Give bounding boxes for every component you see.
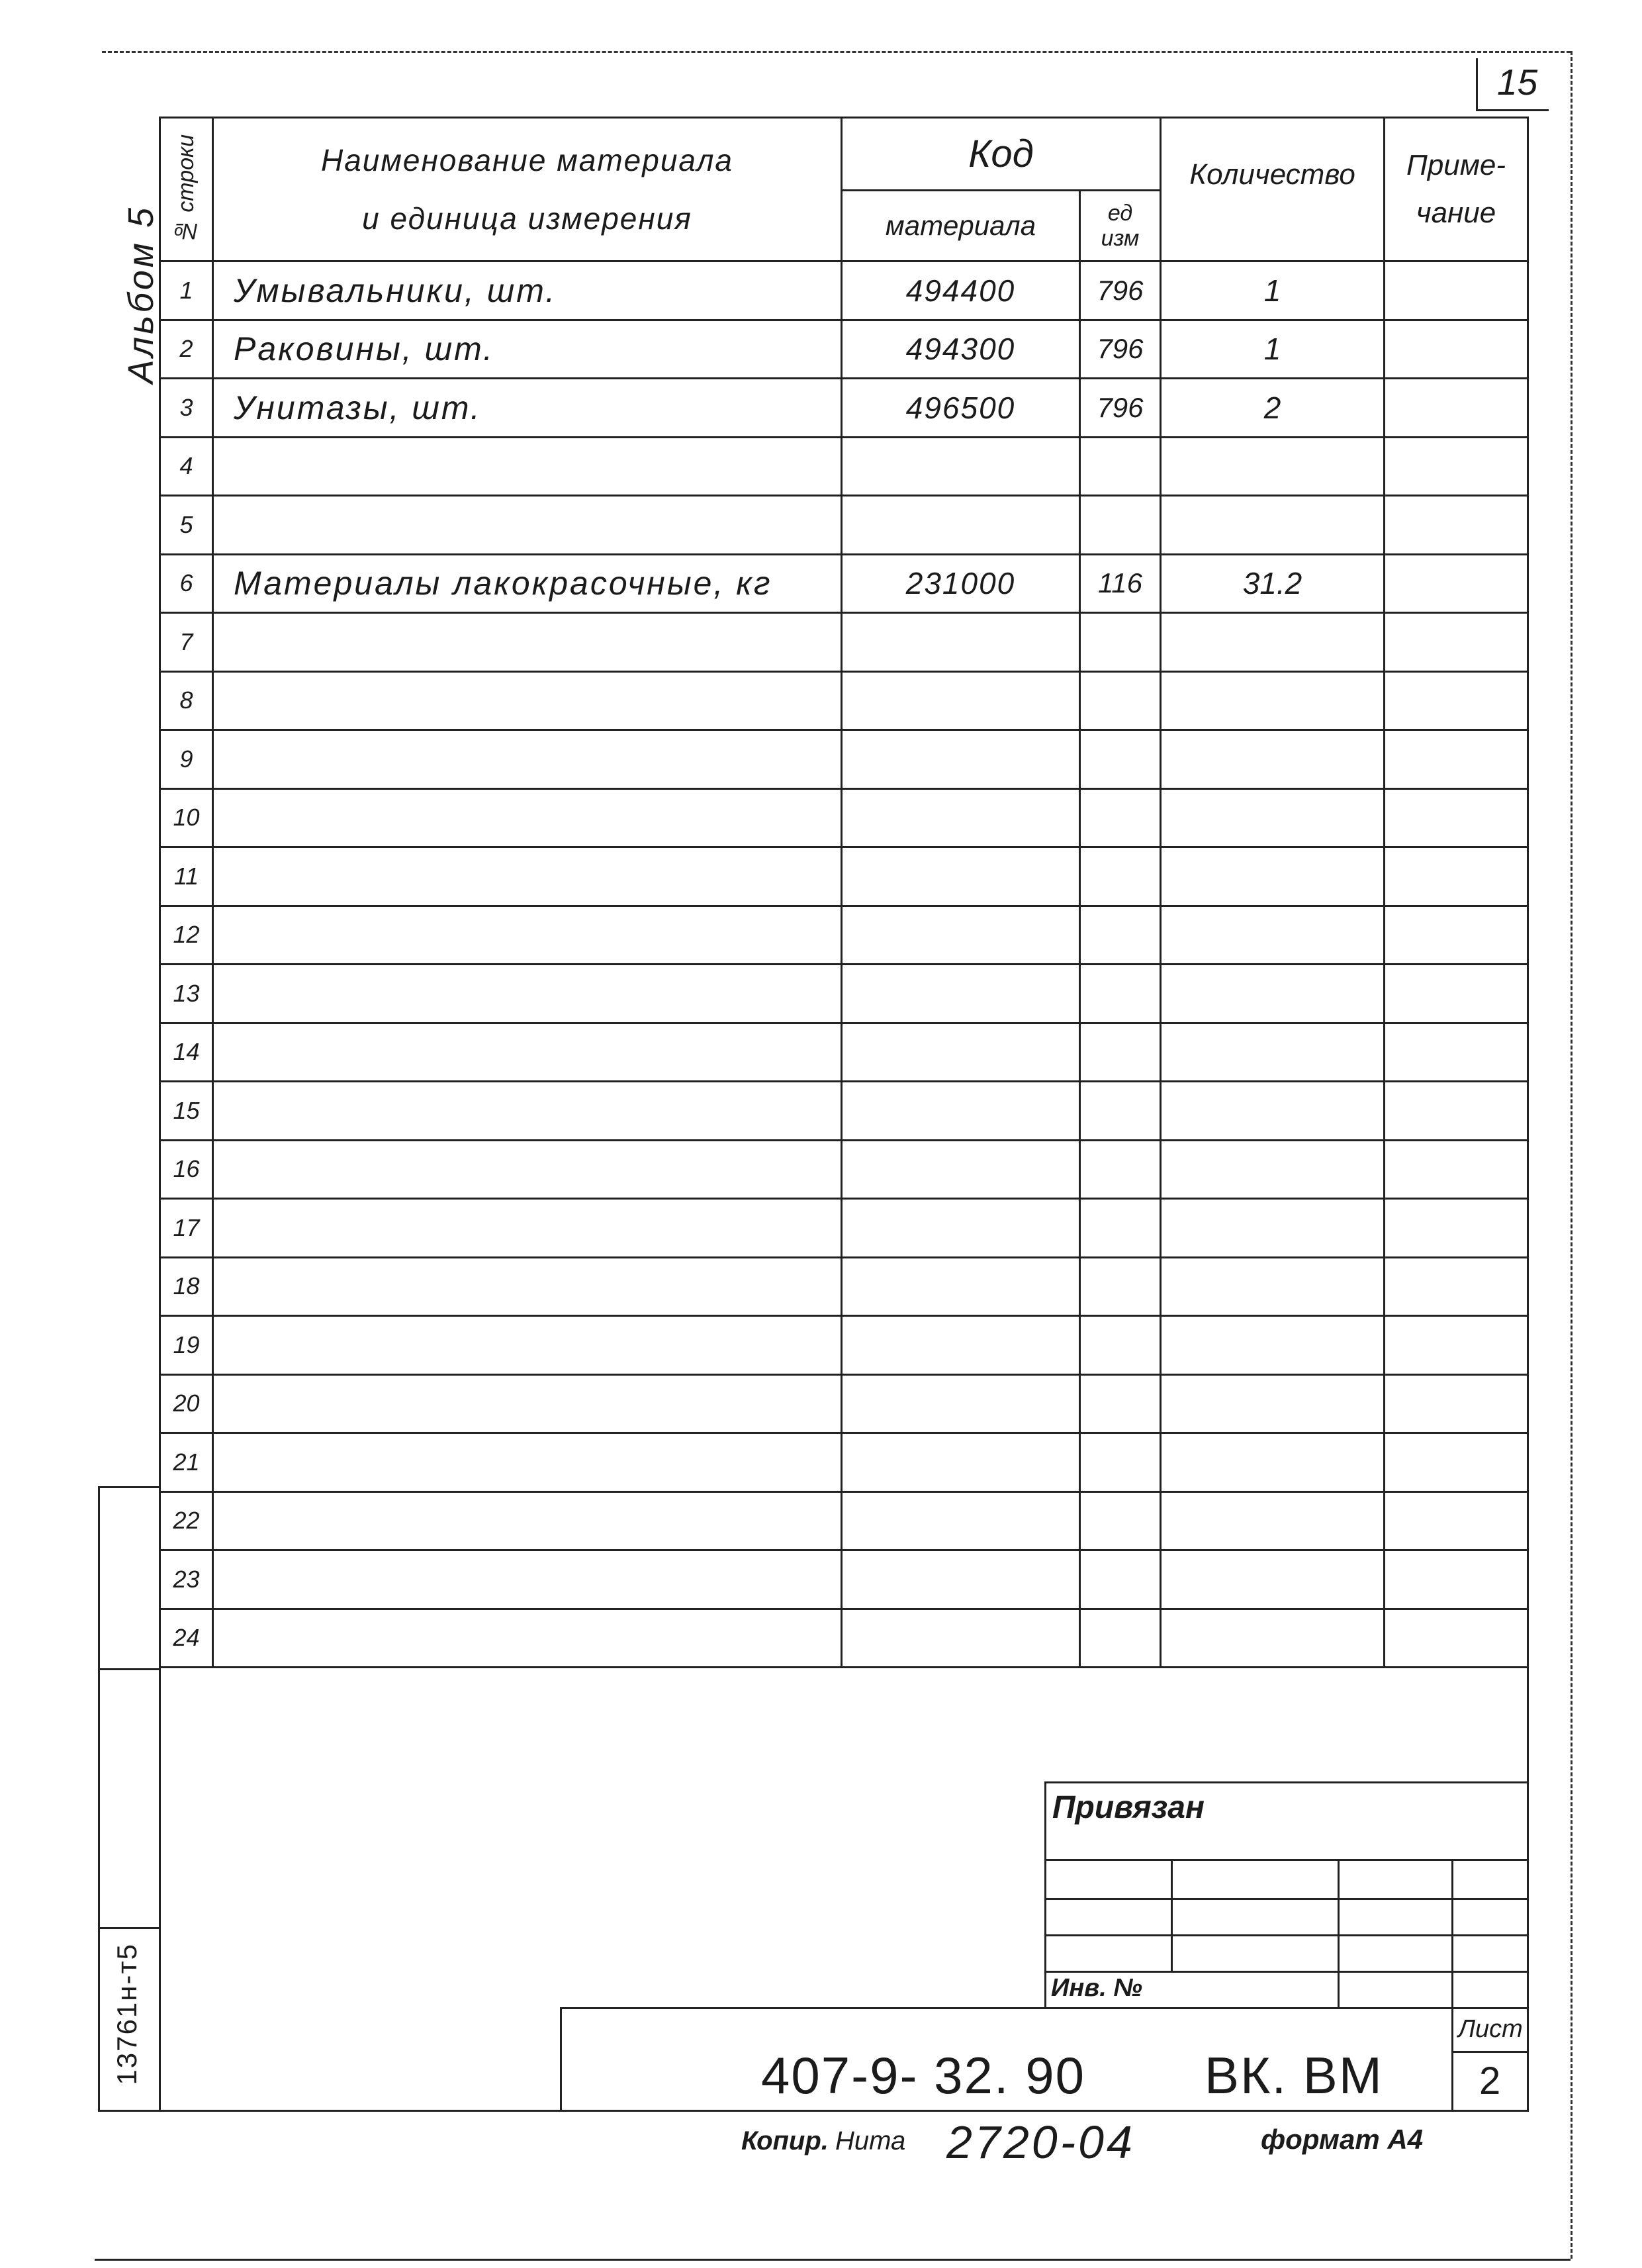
note — [1385, 1258, 1527, 1315]
row-number: 9 — [161, 731, 214, 788]
material-name — [214, 731, 843, 788]
unit-code — [1081, 1551, 1162, 1608]
header-unit-line1: ед — [1107, 201, 1133, 226]
unit-code: 796 — [1081, 379, 1162, 436]
attached-col-2 — [1338, 1859, 1340, 2007]
note — [1385, 614, 1527, 671]
row-number: 17 — [161, 1200, 214, 1256]
table-row — [159, 555, 1529, 614]
sheet-box-divider — [1451, 2051, 1529, 2053]
material-name — [214, 1258, 843, 1315]
row-number: 15 — [161, 1082, 214, 1139]
unit-code — [1081, 1082, 1162, 1139]
quantity — [1162, 848, 1385, 905]
note — [1385, 1376, 1527, 1433]
material-code — [843, 848, 1081, 905]
table-row — [159, 496, 1529, 555]
header-quantity — [1162, 118, 1385, 260]
header-code — [843, 118, 1162, 191]
quantity — [1162, 1024, 1385, 1081]
quantity: 1 — [1162, 321, 1385, 378]
material-name — [214, 1024, 843, 1081]
material-code — [843, 731, 1081, 788]
material-code — [843, 1258, 1081, 1315]
table-row — [159, 790, 1529, 849]
row-number: 11 — [161, 848, 214, 905]
table-header — [159, 117, 1529, 262]
document-section: ВК. ВМ — [1205, 2046, 1383, 2104]
material-name — [214, 1434, 843, 1491]
unit-code — [1081, 1434, 1162, 1491]
row-number: 2 — [161, 321, 214, 378]
table-row — [159, 1551, 1529, 1610]
sheet-top-border — [102, 51, 1571, 53]
table-row — [159, 262, 1529, 321]
material-name — [214, 907, 843, 964]
note — [1385, 555, 1527, 612]
note — [1385, 1317, 1527, 1374]
material-code — [843, 1376, 1081, 1433]
note — [1385, 790, 1527, 847]
note — [1385, 1082, 1527, 1139]
note — [1385, 907, 1527, 964]
table-body — [159, 262, 1529, 1668]
row-number: 1 — [161, 262, 214, 319]
quantity — [1162, 731, 1385, 788]
quantity: 2 — [1162, 379, 1385, 436]
format-label: формат А4 — [1261, 2124, 1424, 2155]
table-row — [159, 321, 1529, 380]
material-code — [843, 438, 1081, 495]
quantity — [1162, 1376, 1385, 1433]
row-number: 18 — [161, 1258, 214, 1315]
material-name — [214, 1317, 843, 1374]
material-name — [214, 790, 843, 847]
attached-col-1 — [1171, 1859, 1173, 1971]
table-row — [159, 1434, 1529, 1493]
table-row — [159, 1317, 1529, 1376]
material-name — [214, 1551, 843, 1608]
material-code: 494400 — [843, 262, 1081, 319]
note — [1385, 262, 1527, 319]
row-number: 4 — [161, 438, 214, 495]
table-row — [159, 1082, 1529, 1141]
note — [1385, 1610, 1527, 1667]
material-code — [843, 614, 1081, 671]
quantity — [1162, 1317, 1385, 1374]
material-code — [843, 1434, 1081, 1491]
unit-code — [1081, 1258, 1162, 1315]
quantity — [1162, 496, 1385, 553]
unit-code: 796 — [1081, 321, 1162, 378]
unit-code — [1081, 1200, 1162, 1256]
material-name: Умывальники, шт. — [214, 262, 843, 319]
material-code — [843, 1141, 1081, 1198]
material-code — [843, 907, 1081, 964]
copied-signature: Нита — [835, 2126, 906, 2155]
attached-line-3 — [1044, 1934, 1529, 1936]
material-name — [214, 1200, 843, 1256]
header-note-line1: Приме- — [1406, 149, 1506, 181]
attached-line-2 — [1044, 1898, 1529, 1900]
material-name — [214, 1493, 843, 1550]
quantity — [1162, 438, 1385, 495]
unit-code — [1081, 673, 1162, 730]
table-row — [159, 731, 1529, 790]
unit-code — [1081, 1610, 1162, 1667]
row-number: 23 — [161, 1551, 214, 1608]
document-code: 407-9- 32. 90 — [761, 2046, 1086, 2104]
material-code — [843, 496, 1081, 553]
row-number: 19 — [161, 1317, 214, 1374]
material-name: Раковины, шт. — [214, 321, 843, 378]
attached-line-4 — [1044, 1971, 1529, 1973]
material-code — [843, 1610, 1081, 1667]
table-row — [159, 907, 1529, 966]
copied-label: Копир. — [741, 2126, 829, 2155]
header-code-material — [843, 191, 1081, 260]
note — [1385, 1141, 1527, 1198]
row-number: 14 — [161, 1024, 214, 1081]
quantity — [1162, 614, 1385, 671]
note — [1385, 1200, 1527, 1256]
material-name — [214, 965, 843, 1022]
quantity: 31.2 — [1162, 555, 1385, 612]
unit-code — [1081, 1024, 1162, 1081]
material-name — [214, 848, 843, 905]
inventory-number: 13761н-т5 — [111, 1943, 142, 2085]
header-unit — [1081, 191, 1162, 260]
header-code-label: Код — [968, 132, 1034, 175]
row-number: 22 — [161, 1493, 214, 1550]
material-name — [214, 673, 843, 730]
unit-code — [1081, 1376, 1162, 1433]
attached-label: Привязан — [1052, 1790, 1205, 1825]
sheet-bottom-border — [95, 2259, 1571, 2261]
quantity — [1162, 1551, 1385, 1608]
note — [1385, 1434, 1527, 1491]
header-row-number-label: № строки — [173, 134, 199, 244]
quantity: 1 — [1162, 262, 1385, 319]
row-number: 7 — [161, 614, 214, 671]
header-note-line2: чание — [1416, 197, 1496, 229]
unit-code — [1081, 1493, 1162, 1550]
material-code: 231000 — [843, 555, 1081, 612]
header-unit-line2: изм — [1101, 226, 1140, 251]
note — [1385, 1024, 1527, 1081]
row-number: 24 — [161, 1610, 214, 1667]
sheet-right-border — [1571, 51, 1573, 2259]
material-code — [843, 1082, 1081, 1139]
header-material-name-line2: и единица измерения — [362, 201, 692, 236]
row-number: 10 — [161, 790, 214, 847]
material-name — [214, 496, 843, 553]
table-row — [159, 1610, 1529, 1669]
table-row — [159, 1493, 1529, 1552]
table-row — [159, 1141, 1529, 1200]
quantity — [1162, 790, 1385, 847]
material-name — [214, 438, 843, 495]
unit-code — [1081, 1317, 1162, 1374]
header-material-name-line1: Наименование материала — [320, 143, 734, 177]
unit-code — [1081, 496, 1162, 553]
unit-code — [1081, 907, 1162, 964]
material-code — [843, 1551, 1081, 1608]
note — [1385, 1551, 1527, 1608]
sheet-label: Лист — [1458, 2015, 1523, 2043]
side-stamp-divider-2 — [98, 1927, 159, 1929]
unit-code: 116 — [1081, 555, 1162, 612]
quantity — [1162, 1141, 1385, 1198]
material-code — [843, 1493, 1081, 1550]
note — [1385, 1493, 1527, 1550]
note — [1385, 848, 1527, 905]
table-row — [159, 438, 1529, 497]
quantity — [1162, 907, 1385, 964]
table-row — [159, 673, 1529, 732]
note — [1385, 438, 1527, 495]
material-code — [843, 965, 1081, 1022]
quantity — [1162, 673, 1385, 730]
row-number: 20 — [161, 1376, 214, 1433]
quantity — [1162, 1434, 1385, 1491]
note — [1385, 673, 1527, 730]
unit-code — [1081, 848, 1162, 905]
row-number: 21 — [161, 1434, 214, 1491]
note — [1385, 321, 1527, 378]
row-number: 13 — [161, 965, 214, 1022]
table-row — [159, 965, 1529, 1024]
unit-code — [1081, 1141, 1162, 1198]
material-name — [214, 1141, 843, 1198]
page-number: 15 — [1497, 62, 1538, 103]
material-name — [214, 1376, 843, 1433]
header-material-name — [214, 118, 843, 260]
unit-code: 796 — [1081, 262, 1162, 319]
note — [1385, 731, 1527, 788]
table-row — [159, 1024, 1529, 1083]
table-row — [159, 614, 1529, 673]
unit-code — [1081, 614, 1162, 671]
unit-code — [1081, 438, 1162, 495]
sheet-box-left — [1451, 2007, 1453, 2112]
table-row — [159, 1376, 1529, 1435]
quantity — [1162, 1258, 1385, 1315]
note — [1385, 379, 1527, 436]
attached-col-3 — [1451, 1859, 1453, 2007]
table-row — [159, 848, 1529, 907]
row-number: 12 — [161, 907, 214, 964]
quantity — [1162, 965, 1385, 1022]
unit-code — [1081, 731, 1162, 788]
row-number: 6 — [161, 555, 214, 612]
note — [1385, 965, 1527, 1022]
row-number: 16 — [161, 1141, 214, 1198]
material-name: Унитазы, шт. — [214, 379, 843, 436]
table-row — [159, 1258, 1529, 1317]
header-note — [1385, 118, 1527, 260]
material-code — [843, 673, 1081, 730]
side-stamp-divider-1 — [98, 1668, 159, 1670]
material-code — [843, 1200, 1081, 1256]
material-code: 494300 — [843, 321, 1081, 378]
material-name: Материалы лакокрасочные, кг — [214, 555, 843, 612]
page-number-box-bottom — [1476, 109, 1549, 111]
row-number: 3 — [161, 379, 214, 436]
unit-code — [1081, 790, 1162, 847]
table-row — [159, 1200, 1529, 1258]
row-number: 8 — [161, 673, 214, 730]
row-number: 5 — [161, 496, 214, 553]
inventory-label: Инв. № — [1051, 1974, 1142, 2002]
quantity — [1162, 1200, 1385, 1256]
material-name — [214, 614, 843, 671]
page-number-box-left — [1476, 58, 1478, 109]
material-name — [214, 1082, 843, 1139]
quantity — [1162, 1493, 1385, 1550]
material-code — [843, 1024, 1081, 1081]
header-row-number — [161, 118, 214, 260]
material-code: 496500 — [843, 379, 1081, 436]
unit-code — [1081, 965, 1162, 1022]
quantity — [1162, 1082, 1385, 1139]
quantity — [1162, 1610, 1385, 1667]
header-quantity-label: Количество — [1189, 158, 1355, 191]
album-label: Альбом 5 — [121, 205, 161, 384]
material-code — [843, 790, 1081, 847]
attached-line-1 — [1044, 1859, 1529, 1861]
order-number: 2720-04 — [946, 2116, 1135, 2168]
header-code-material-label: материала — [885, 210, 1036, 241]
table-row — [159, 379, 1529, 438]
material-name — [214, 1610, 843, 1667]
material-code — [843, 1317, 1081, 1374]
sheet-number: 2 — [1479, 2059, 1501, 2103]
note — [1385, 496, 1527, 553]
